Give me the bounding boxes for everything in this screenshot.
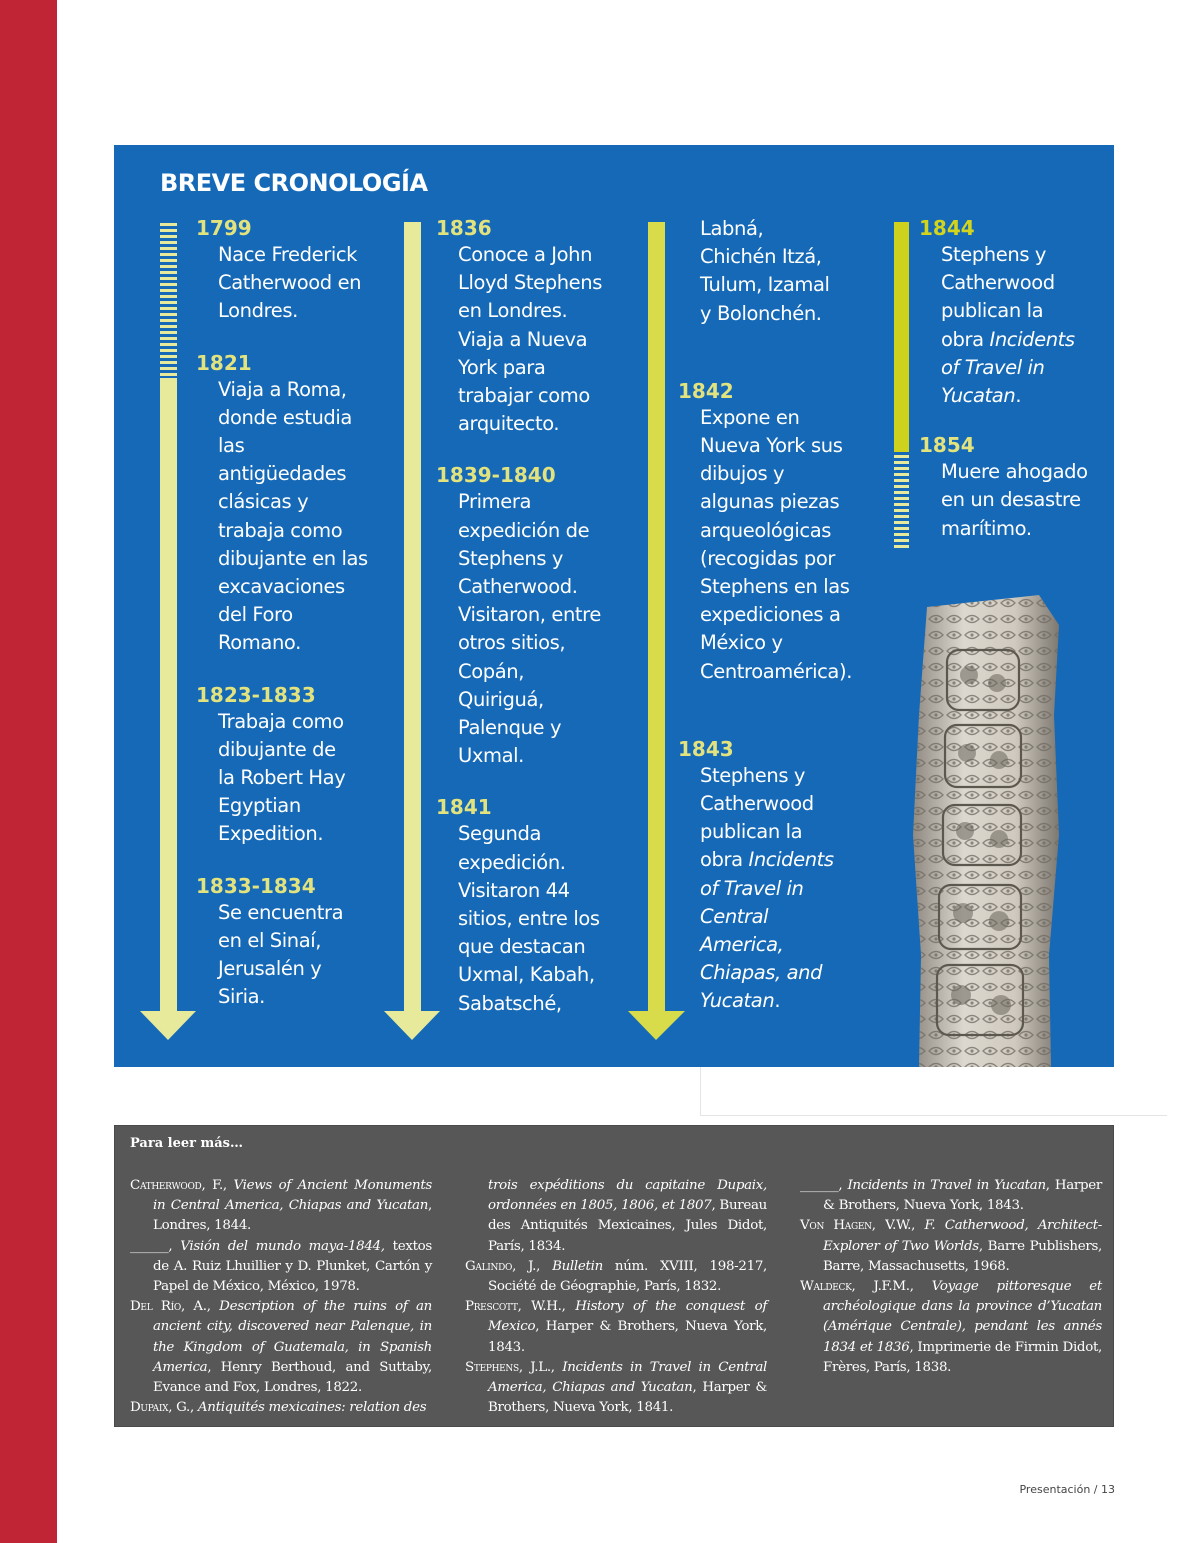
rail-col2 — [384, 222, 440, 1040]
timeline-entry — [436, 215, 636, 438]
decorative-frame-lines — [700, 1067, 1167, 1116]
entry-text-italic: Incidents of Travel in Central America, Chiapas, and Yucatan — [700, 848, 834, 1013]
reference-entry: Waldeck, J.F.M., Voyage pittoresque et archéologique dans la province d’Yucatan (Amérique Centrale), pendant les annés 1834 et 1836, Imprimerie de Firmin Didot, Frères, París, 1838. — [800, 1279, 1102, 1375]
timeline-title: BREVE CRONOLOGÍA — [160, 169, 428, 197]
bibliography-column-1 — [130, 1176, 432, 1418]
entry-year: 1833-1834 — [196, 873, 316, 898]
reference-entry: Stephens, J.L., Incidents in Travel in Central America, Chiapas and Yucatan, Harper & Brothers, Nueva York, 1841. — [465, 1359, 768, 1416]
entry-text: Muere ahogado en un desastre marítimo. — [941, 460, 1088, 540]
maya-stela-relief-icon — [909, 595, 1069, 1067]
reference-entry: Del Río, A., Description of the ruins of an ancient city, discovered near Palenque, in the Kingdom of Guatemala, in Spanish America, Henry Berthoud, and Suttaby, Evance and Fox, Londres, 1822. — [130, 1299, 432, 1396]
timeline-entry — [436, 462, 636, 770]
bibliography-heading: Para leer más… — [130, 1136, 244, 1151]
reference-entry: ______, Incidents in Travel in Yucatan, Harper & Brothers, Nueva York, 1843. — [800, 1178, 1102, 1214]
timeline-entry — [678, 736, 888, 1016]
entry-year: 1841 — [436, 795, 492, 820]
entry-year: 1839-1840 — [436, 463, 556, 488]
entry-year: 1799 — [196, 216, 252, 240]
entry-text — [919, 241, 1091, 410]
timeline-entry-continuation — [678, 215, 888, 328]
timeline-entry — [196, 350, 386, 658]
reference-entry: Dupaix, G., Antiquités mexicaines: relation des — [130, 1400, 427, 1416]
page-footer: Presentación / 13 — [1019, 1483, 1115, 1496]
reference-entry-continuation: trois expéditions du capitaine Dupaix, ordonnées en 1805, 1806, et 1807, Bureau des Antiquités Mexicaines, Jules Didot, París, 1834. — [488, 1178, 768, 1254]
entry-text-pre: Stephens y Catherwood publican la obra — [700, 763, 814, 872]
entry-year: 1821 — [196, 350, 252, 375]
timeline-entry — [678, 378, 888, 686]
rail-col4 — [894, 222, 909, 548]
entry-text — [678, 762, 840, 1016]
entry-year: 1836 — [436, 216, 492, 240]
rail-col3 — [628, 222, 685, 1040]
entry-text-pre: Stephens y Catherwood publican la obra — [941, 243, 1055, 351]
entry-text: Segunda expedición. Visitaron 44 sitios, entre los que destacan Uxmal, Kabah, Sabatsché, — [458, 822, 600, 1015]
entry-year: 1842 — [678, 378, 734, 403]
entry-text-post: . — [774, 989, 781, 1013]
timeline-column-3 — [678, 215, 888, 1038]
bibliography-column-3 — [800, 1176, 1102, 1378]
timeline-entry — [919, 215, 1109, 410]
bibliography-column-2 — [465, 1176, 767, 1418]
reference-entry: Von Hagen, V.W., F. Catherwood, Architect-Explorer of Two Worlds, Barre Publishers, Barre, Massachusetts, 1968. — [800, 1218, 1103, 1274]
reference-entry: ______, Visión del mundo maya-1844, textos de A. Ruiz Lhuillier y D. Plunket, Cartón y Papel de México, México, 1978. — [130, 1238, 432, 1295]
entry-text: Primera expedición de Stephens y Catherwood. Visitaron, entre otros sitios, Copán, Quiriguá, Palenque y Uxmal. — [458, 490, 601, 768]
entry-year: 1854 — [919, 433, 975, 458]
entry-text-italic: Incidents of Travel in Yucatan — [941, 327, 1075, 408]
timeline-box — [114, 145, 1114, 1067]
timeline-entry — [196, 682, 386, 849]
entry-text: Conoce a John Lloyd Stephens en Londres. Viaja a Nueva York para trabajar como arquitecto. — [458, 243, 603, 436]
entry-text: Nace Frederick Catherwood en Londres. — [218, 243, 362, 323]
entry-year: 1823-1833 — [196, 682, 316, 707]
timeline-entry — [919, 432, 1109, 543]
entry-text: Trabaja como dibujante de la Robert Hay Egyptian Expedition. — [218, 709, 346, 846]
entry-text: Expone en Nueva York sus dibujos y algunas piezas arqueológicas (recogidas por Stephens en las expediciones a México y Centroamérica). — [700, 405, 852, 683]
reference-entry: Catherwood, F., Views of Ancient Monuments in Central America, Chiapas and Yucatan, Londres, 1844. — [130, 1178, 433, 1234]
entry-text: Labná, Chichén Itzá, Tulum, Izamal y Bolonchén. — [700, 217, 830, 325]
rail-col1 — [140, 223, 196, 1040]
entry-year: 1843 — [678, 736, 734, 761]
entry-text: Se encuentra en el Sinaí, Jerusalén y Siria. — [218, 900, 344, 1009]
bibliography-box — [114, 1125, 1114, 1427]
reference-entry: Prescott, W.H., History of the conquest of Mexico, Harper & Brothers, Nueva York, 1843. — [465, 1299, 767, 1355]
timeline-column-4 — [919, 215, 1109, 565]
timeline-column-1 — [196, 215, 386, 1033]
entry-text: Viaja a Roma, donde estudia las antigüedades clásicas y trabaja como dibujante en las excavaciones del Foro Romano. — [218, 377, 368, 655]
timeline-entry — [196, 215, 386, 326]
entry-year: 1844 — [919, 216, 975, 240]
red-edge-strip — [0, 0, 57, 1543]
entry-text-post: . — [1015, 384, 1022, 408]
reference-entry: Galindo, J., Bulletin núm. XVIII, 198-217, Société de Géographie, París, 1832. — [465, 1258, 768, 1295]
timeline-entry — [436, 794, 636, 1017]
timeline-entry — [196, 873, 386, 1012]
timeline-column-2 — [436, 215, 636, 1040]
